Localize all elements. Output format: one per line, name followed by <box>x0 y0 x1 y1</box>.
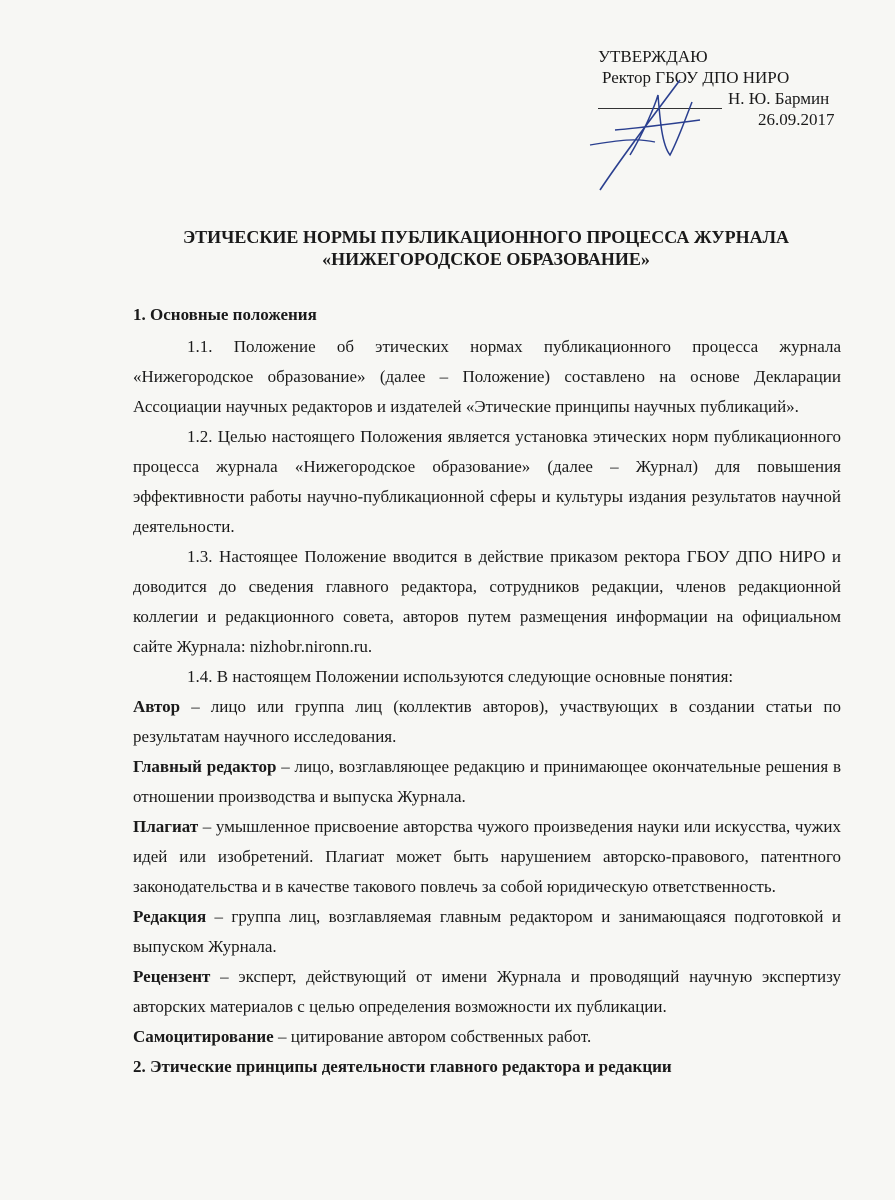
section-1-heading: 1. Основные положения <box>133 305 317 324</box>
approval-heading: УТВЕРЖДАЮ <box>598 47 708 66</box>
approval-date: 26.09.2017 <box>758 110 835 129</box>
term: Самоцитирование <box>133 1027 274 1046</box>
term-text: – умышленное присвоение авторства чужого произведения науки или искусства, чужих идей или изобретений. Плагиат может быть нарушением авторско-правового, патентного законодательства и в качестве такового повлечь за собой юридическую ответственность. <box>133 817 841 896</box>
term-text: – эксперт, действующий от имени Журнала и проводящий научную экспертизу авторских материалов с целью определения возможности их публикации. <box>133 967 841 1016</box>
handwritten-signature <box>560 60 710 200</box>
paragraph-1-3: 1.3. Настоящее Положение вводится в действие приказом ректора ГБОУ ДПО НИРО и доводится до сведения главного редактора, сотрудников редакции, членов редакционной коллегии и редакционного совета, авторов путем размещения информации на официальном сайте Журнала: nizhobr.nironn.ru. <box>133 547 841 656</box>
title-line-1: ЭТИЧЕСКИЕ НОРМЫ ПУБЛИКАЦИОННОГО ПРОЦЕССА ЖУРНАЛА <box>182 227 790 247</box>
definition-author <box>133 692 841 752</box>
term: Рецензент <box>133 967 211 986</box>
term-text: – группа лиц, возглавляемая главным редактором и занимающаяся подготовкой и выпуском Журнала. <box>133 907 841 956</box>
definition-reviewer <box>133 962 841 1022</box>
document-body <box>133 300 841 1082</box>
title-line-2: «НИЖЕГОРОДСКОЕ ОБРАЗОВАНИЕ» <box>322 249 650 269</box>
term: Плагиат <box>133 817 199 836</box>
paragraph-1-4: 1.4. В настоящем Положении используются следующие основные понятия: <box>187 667 734 686</box>
term-text: – лицо, возглавляющее редакцию и принимающее окончательные решения в отношении производства и выпуска Журнала. <box>133 757 842 806</box>
definition-editor-in-chief <box>133 752 841 812</box>
approval-name: Н. Ю. Бармин <box>728 89 830 108</box>
term-text: – лицо или группа лиц (коллектив авторов), участвующих в создании статьи по результатам научного исследования. <box>133 697 841 746</box>
term: Главный редактор <box>133 757 277 776</box>
term: Автор <box>133 697 181 716</box>
document-title <box>130 226 842 270</box>
definition-editorial-office <box>133 902 841 962</box>
term-text: – цитирование автором собственных работ. <box>273 1027 592 1046</box>
paragraph-1-1: 1.1. Положение об этических нормах публикационного процесса журнала «Нижегородское образование» (далее – Положение) составлено на основе Декларации Ассоциации научных редакторов и издателей «Этические принципы научных публикаций». <box>133 337 841 416</box>
section-2-heading: 2. Этические принципы деятельности главного редактора и редакции <box>133 1057 672 1076</box>
paragraph-1-2: 1.2. Целью настоящего Положения является установка этических норм публикационного процесса журнала «Нижегородское образование» (далее – Журнал) для повышения эффективности работы научно-публикационной сферы и культуры издания результатов научной деятельности. <box>133 427 841 536</box>
term: Редакция <box>133 907 207 926</box>
approval-position: Ректор ГБОУ ДПО НИРО <box>602 68 790 87</box>
definition-self-citation <box>133 1022 841 1052</box>
definition-plagiarism <box>133 812 841 902</box>
